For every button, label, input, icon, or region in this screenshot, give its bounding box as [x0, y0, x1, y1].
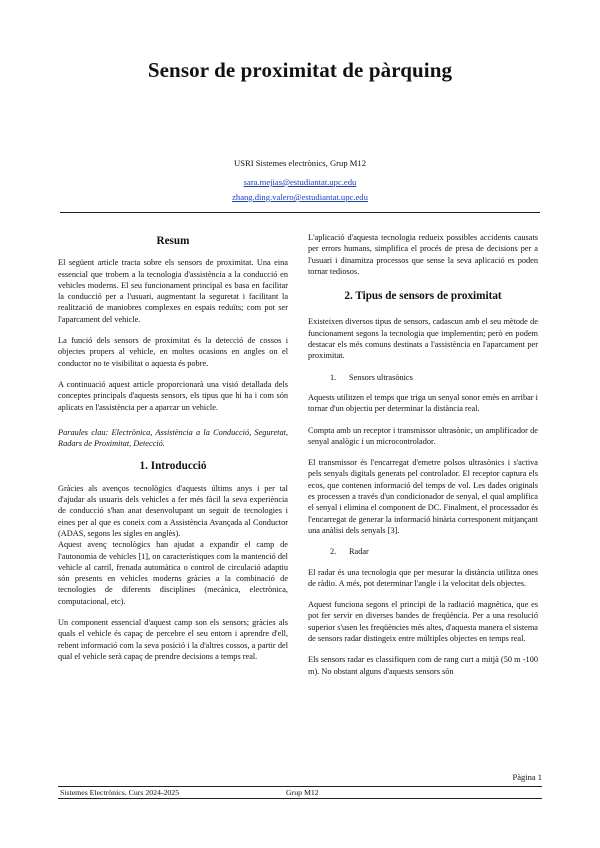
subsection-radar [308, 546, 538, 557]
email-1[interactable]: sara.mejias@estudiantat.upc.edu [243, 177, 357, 187]
left-column [58, 226, 288, 672]
radar-paragraph-1: El radar és una tecnologia que per mesurar la distància utilitza ones de ràdio. A més, pot determinar l'angle i la velocitat dels objectes. [308, 567, 538, 588]
radar-paragraph-3: Els sensors radar es classifiquen com de rang curt a mitjà (50 m -100 m). No obstant alguns d'aquests sensors són [308, 655, 538, 676]
resum-paragraph-2: La funció dels sensors de proximitat és la detecció de cossos i objectes propers al vehicle, en moltes ocasions en angles on el conductor no te visibilitat o aquesta és pobre. [58, 336, 288, 368]
types-heading: 2. Tipus de sensors de proximitat [344, 290, 502, 303]
intro-paragraph-3: Un component essencial d'aquest camp son els sensors; gràcies als quals el vehicle és capaç de percebre el seu entorn i aprendre d'ell, rebent informació com la seva posició i la d'altres cossos, a partir del qual el vehicle serà capaç de prendre decisions a temps real. [58, 618, 288, 661]
right-column [308, 232, 538, 687]
footer-bar [58, 786, 542, 799]
subsection-label-1: Sensors ultrasònics [349, 372, 413, 382]
authors-line: USRI Sistemes electrònics, Grup M12 [234, 158, 366, 168]
resum-paragraph-1: El següent article tracta sobre els sensors de proximitat. Una eina essencial que trobem a la tecnologia d'assistència a la conducció en vehicles moderns. El seu funcionament principal es basa en facilitar la conducció per a l'usuari, augmentant la seguretat i facilitant la realització de maniobres complexes en espais reduïts; com pot ser l'aparcament del vehicle. [58, 258, 288, 324]
types-paragraph-1: Existeixen diversos tipus de sensors, cadascun amb el seu mètode de funcionament segons la tecnologia que implementin; però en podem destacar els més comuns destinats a l'assistència en l'aparcament per proximitat. [308, 317, 538, 361]
subsection-ultrasonic [308, 372, 538, 383]
email-link-1[interactable] [0, 177, 600, 187]
footer-group: Grup M12 [286, 788, 319, 797]
ultrasonic-paragraph-3: El transmissor és l'encarregat d'emetre polsos ultrasònics i s'activa pels senyals digitals generats pel controlador. El receptor captura els ecos, que contenen informació del temps de vol. Les dades originals es processen a través d'un condicionador de senyal, el qual amplifica el senyal i elimina el component de DC. Finalment, el processador és l'encarregat de generar la informació binària corresponent mitjançant una anàlisi dels senyals [3]. [308, 458, 538, 535]
keywords: Paraules clau: Electrònica, Assistència a la Conducció, Seguretat, Radars de Proximitat, Detecció. [58, 427, 288, 449]
header-divider [60, 212, 540, 213]
email-2[interactable]: zhang.ding.valero@estudiantat.upc.edu [232, 192, 368, 202]
subsection-number-1: 1. [330, 372, 337, 382]
email-link-2[interactable] [0, 192, 600, 202]
intro-paragraph-1: Gràcies als avenços tecnològics d'aquests últims anys i per tal d'ajudar als usuaris dels vehicles a fer més fàcil la seva experiència de conducció s'han anat desenvolupant un seguit de tecnologies i eines per al que es coneix com a Assistència Avançada al Conductor (ADAS, segons les sigles en anglès). [58, 483, 288, 538]
resum-heading: Resum [156, 235, 190, 247]
intro-paragraph-2: Aquest avenç tecnològics han ajudat a expandir el camp de l'autonomia de vehicles [1], on característiques com la mantenció del vehicle al carril, frenada automàtica o control de circulació adaptiu són presents en vehicles moderns gràcies a la combinació de tecnologies de diferents disciplines (mecànica, electrònica, computacional, etc). [58, 540, 288, 606]
page-title: Sensor de proximitat de pàrquing [147, 58, 453, 82]
radar-paragraph-2: Aquest funciona segons el principi de la radiació magnètica, que es pot fer servir en diverses bandes de freqüència. Per a una resolució superior s'usen les freqüències més altes, d'aquesta manera el sistema de sensors radar distingeix entre múltiples objectes en temps real. [308, 600, 538, 644]
ultrasonic-paragraph-2: Compta amb un receptor i transmissor ultrasònic, un amplificador de senyal analògic i un microcontrolador. [308, 425, 538, 446]
intro-heading: 1. Introducció [139, 460, 207, 473]
footer-course: Sistemes Electrònics. Curs 2024-2025 [60, 788, 180, 797]
right-paragraph-1: L'aplicació d'aquesta tecnologia redueix possibles accidents causats per errors humans, simplifica el procés de presa de decisions per a l'usuari i dinamitza processos que sense la seva aplicació es poden tornar tediosos. [308, 233, 538, 276]
page-number: Pàgina 1 [512, 772, 542, 782]
ultrasonic-paragraph-1: Aquests utilitzen el temps que triga un senyal sonor emès en arribar i tornar d'un objectiu per determinar la distància real. [308, 392, 538, 414]
subsection-number-2: 2. [330, 547, 337, 557]
resum-paragraph-3: A continuació aquest article proporcionarà una visió detallada dels conceptes principals d'aquests sensors, els tipus que hi ha i com són aplicats en l'assistència per a aparcar un vehicle. [58, 379, 288, 412]
subsection-label-2: Radar [349, 547, 369, 557]
